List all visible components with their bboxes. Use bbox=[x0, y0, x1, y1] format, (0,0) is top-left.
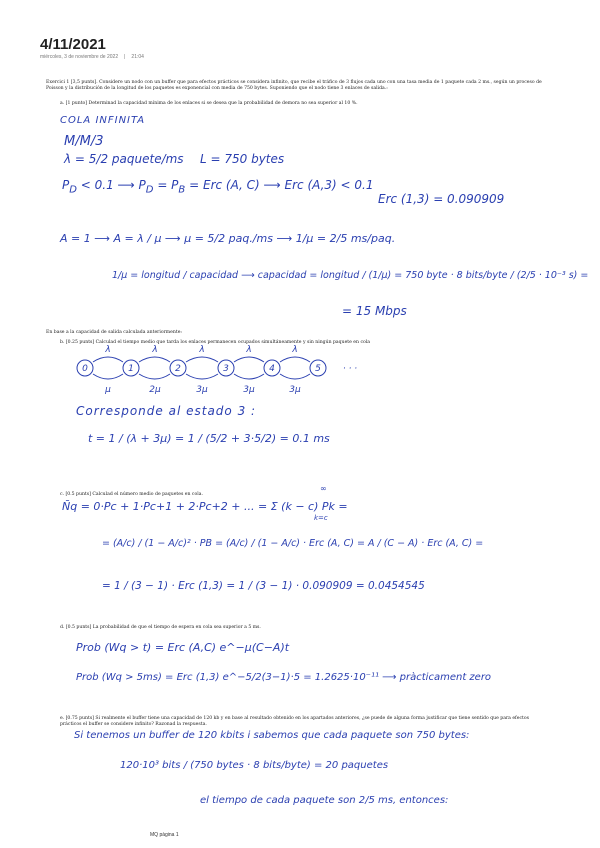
state-label-2: 2 bbox=[175, 364, 181, 374]
hw-e-line3: el tiempo de cada paquete son 2/5 ms, entonces: bbox=[200, 795, 449, 806]
hw-a-pd: P bbox=[62, 178, 70, 192]
hw-c-line1: N̄q = 0·Pc + 1·Pc+1 + 2·Pc+2 + ... = Σ (k − c) Pk = bbox=[62, 500, 348, 513]
question-b: b. [0.25 punts] Calculad el tiempo medio que tarda los enlaces permanecen ocupados simultáneamente y sin ningún paquete en cola bbox=[60, 340, 370, 345]
rate-lambda-2: λ bbox=[199, 345, 205, 355]
timestamp-separator: | bbox=[124, 54, 126, 60]
state-label-1: 1 bbox=[128, 364, 134, 374]
arrow-back-1 bbox=[93, 374, 123, 379]
arrow-back-4 bbox=[234, 374, 264, 379]
timestamp-time: 21:04 bbox=[131, 54, 144, 60]
question-e: e. [0.75 punts] Si realmente el buffer tiene una capacidad de 120 kb y en base al resultado obtenido en los apartados anteriores, ¿se puede de alguna forma justificar que tiene sentido que para efectos prácticos el buffer se considere infinito? Razonad la respuesta. bbox=[60, 716, 530, 727]
arrow-forward-2 bbox=[186, 357, 218, 362]
hw-c-sum-lower: k=c bbox=[314, 514, 328, 522]
hw-a-model: M/M/3 bbox=[64, 134, 104, 149]
hw-a-capacity: 1/μ = longitud / capacidad ⟶ capacidad = longitud / (1/μ) = 750 byte · 8 bits/byte / (2/5 · 10⁻³ s) = bbox=[112, 270, 589, 281]
arrow-forward-4 bbox=[280, 357, 310, 362]
rate-lambda-0: λ bbox=[105, 345, 111, 355]
hw-a-lambda: λ = 5/2 paquete/ms bbox=[64, 152, 184, 166]
rate-mu-5: 3μ bbox=[289, 385, 301, 395]
hw-a-result: = 15 Mbps bbox=[342, 304, 407, 318]
hw-c-line3: = 1 / (3 − 1) · Erc (1,3) = 1 / (3 − 1) · 0.090909 = 0.0454545 bbox=[102, 580, 425, 592]
rate-mu-1: μ bbox=[105, 385, 111, 395]
hw-a-pd3-sub: B bbox=[178, 184, 186, 196]
continuation-dots: · · · bbox=[342, 364, 358, 374]
hw-a-service-rate: A = 1 ⟶ A = λ / μ ⟶ μ = 5/2 paq./ms ⟶ 1/μ = 2/5 ms/paq. bbox=[60, 232, 396, 245]
arrow-forward-3 bbox=[234, 357, 264, 362]
exercise-intro: Exercici 1 [3,5 punts]. Considere un nodo con un buffer que para efectos prácticos se considera infinito, que recibe el tráfico de 3 flujos cada uno con una tasa media de 1 paquete cada 2 ms., según un proceso de Poisson y la distribución de la longitud de los paquetes es exponencial con media de 750 bytes. Suponiendo que el nodo tiene 3 enlaces de salida.: bbox=[46, 80, 542, 91]
question-a: a. [1 punto] Determinad la capacidad mínima de los enlaces si se desea que la probabilidad de demora no sea superior al 10 %. bbox=[60, 101, 358, 106]
arrow-back-5 bbox=[280, 374, 310, 379]
timestamp-date: miércoles, 3 de noviembre de 2022 bbox=[40, 54, 119, 60]
hw-d-formula: Prob (Wq > t) = Erc (A,C) e^−μ(C−A)t bbox=[76, 641, 290, 654]
hw-a-pd2-sub: D bbox=[145, 184, 154, 196]
hw-a-queue-type: COLA INFINITA bbox=[60, 115, 146, 126]
state-label-4: 4 bbox=[269, 364, 275, 374]
arrow-back-2 bbox=[139, 374, 170, 379]
hw-e-line2: 120·10³ bits / (750 bytes · 8 bits/byte) = 20 paquetes bbox=[120, 760, 389, 771]
hw-a-pd-sub: D bbox=[69, 184, 77, 196]
rate-lambda-4: λ bbox=[292, 345, 298, 355]
state-label-5: 5 bbox=[315, 364, 321, 374]
rate-mu-2: 2μ bbox=[149, 385, 161, 395]
question-b-preface: En base a la capacidad de salida calculada anteriormente: bbox=[46, 330, 182, 335]
rate-lambda-1: λ bbox=[152, 345, 158, 355]
question-d: d. [0.5 punts] La probabilidad de que el tiempo de espera en cola sea superior a 5 ms. bbox=[60, 625, 261, 630]
state-label-3: 3 bbox=[223, 364, 229, 374]
hw-a-length: L = 750 bytes bbox=[200, 152, 285, 166]
hw-c-line2: = (A/c) / (1 − A/c)² · PB = (A/c) / (1 − A/c) · Erc (A, C) = A / (C − A) · Erc (A, C) = bbox=[102, 538, 484, 549]
hw-b-state-note: Corresponde al estado 3 : bbox=[76, 404, 257, 418]
question-c: c. [0.5 punts] Calculad el número medio de paquetes en cola. bbox=[60, 492, 203, 497]
rate-mu-3: 3μ bbox=[196, 385, 208, 395]
hw-a-erlang-value: Erc (1,3) = 0.090909 bbox=[378, 192, 505, 206]
page-footer: MQ pàgina 1 bbox=[150, 832, 179, 838]
hw-a-pd2-rest: = P bbox=[153, 178, 179, 192]
arrow-forward-1 bbox=[139, 357, 170, 362]
hw-d-result: Prob (Wq > 5ms) = Erc (1,3) e^−5/2(3−1)·5 = 1.2625·10⁻¹¹ ⟶ pràcticament zero bbox=[76, 672, 492, 683]
hw-e-line1: Si tenemos un buffer de 120 kbits i sabemos que cada paquete son 750 bytes: bbox=[74, 730, 470, 741]
hw-a-pd-rest: < 0.1 ⟶ P bbox=[76, 178, 146, 192]
hw-a-pd3-rest: = Erc (A, C) ⟶ Erc (A,3) < 0.1 bbox=[185, 178, 374, 192]
hw-b-time: t = 1 / (λ + 3μ) = 1 / (5/2 + 3·5/2) = 0.1 ms bbox=[88, 432, 330, 445]
hw-c-sum-upper: ∞ bbox=[320, 484, 327, 493]
arrow-forward-0 bbox=[93, 357, 123, 362]
state-label-0: 0 bbox=[82, 364, 88, 374]
rate-lambda-3: λ bbox=[246, 345, 252, 355]
arrow-back-3 bbox=[186, 374, 218, 379]
rate-mu-4: 3μ bbox=[243, 385, 255, 395]
page-date-title: 4/11/2021 bbox=[40, 36, 106, 53]
